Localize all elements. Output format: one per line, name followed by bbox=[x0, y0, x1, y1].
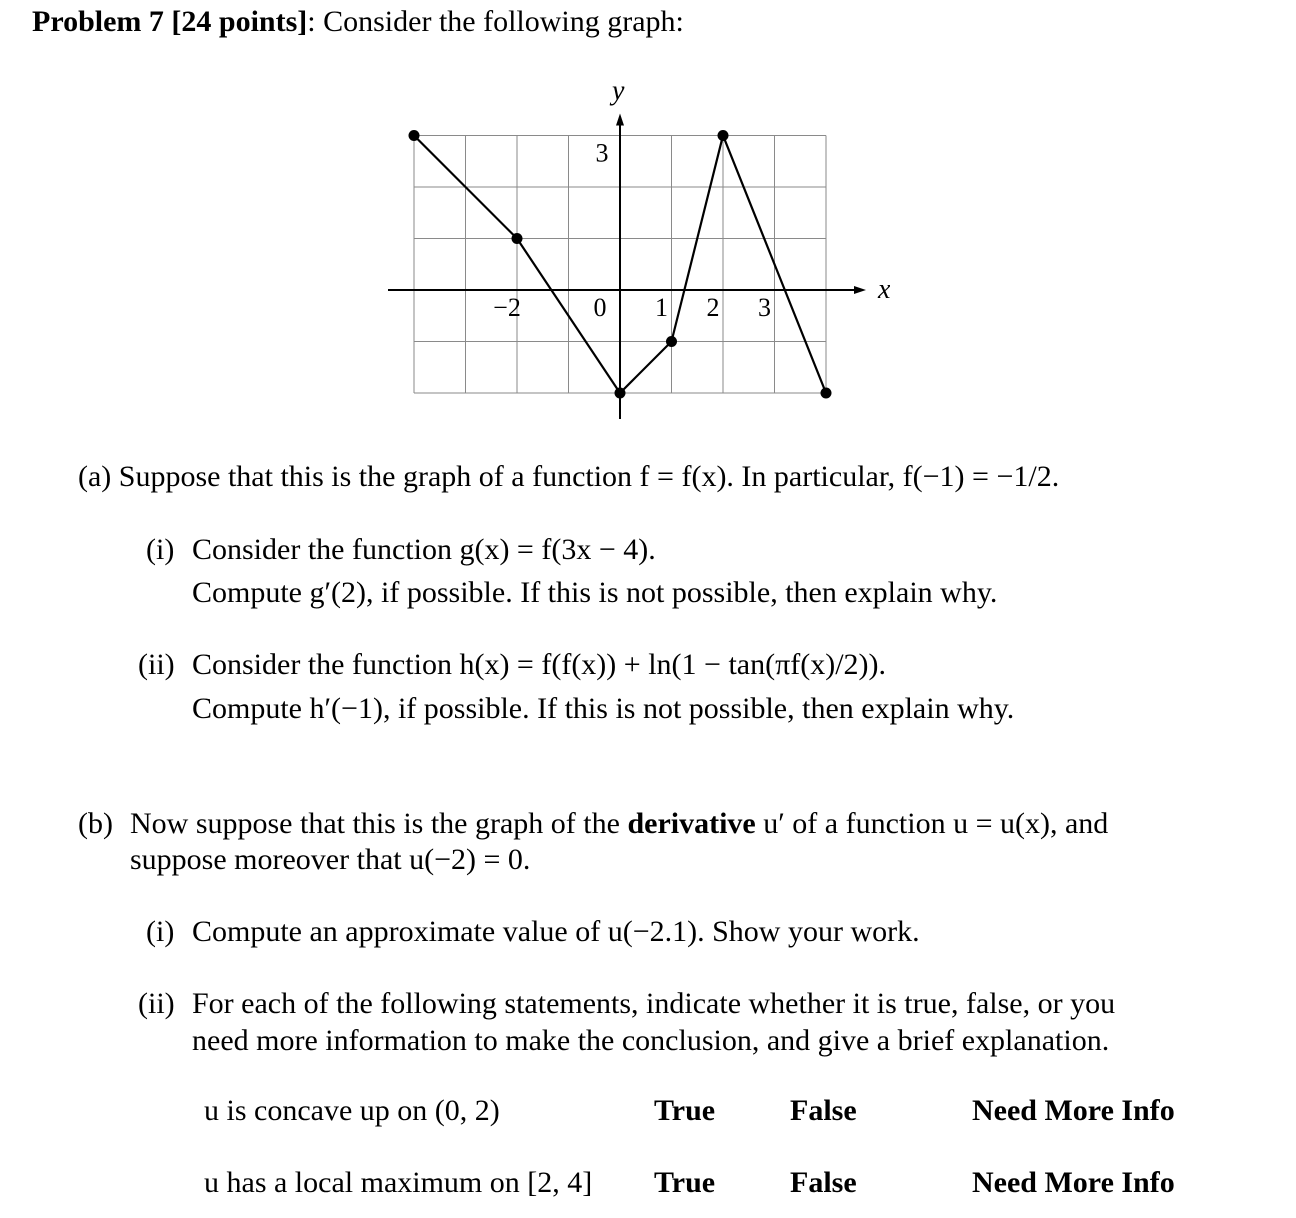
part-b-ii-line2: need more information to make the conclusion, and give a brief explanation. bbox=[192, 1024, 1110, 1057]
part-b-label: (b) bbox=[78, 807, 113, 840]
part-a-ii-line2: Compute h′(−1), if possible. If this is not possible, then explain why. bbox=[192, 692, 1015, 725]
problem-title bbox=[32, 5, 684, 38]
y-axis-label: y bbox=[612, 75, 625, 107]
y-axis-arrow bbox=[616, 114, 624, 126]
statement-concave: u is concave up on (0, 2) bbox=[204, 1094, 500, 1127]
part-b-ii-line1: For each of the following statements, indicate whether it is true, false, or you bbox=[192, 987, 1116, 1020]
statement-local-max: u has a local maximum on [2, 4] bbox=[204, 1166, 593, 1199]
choice-false-local-max[interactable]: False bbox=[790, 1166, 857, 1199]
choice-more-info-concave[interactable]: Need More Info bbox=[972, 1094, 1175, 1127]
y-tick-label: 3 bbox=[595, 138, 609, 168]
x-tick-label: −2 bbox=[493, 293, 521, 322]
choice-true-concave[interactable]: True bbox=[654, 1094, 716, 1127]
part-a-i-label: (i) bbox=[146, 533, 175, 566]
graph-tick-labels bbox=[493, 139, 771, 323]
part-a-text: Suppose that this is the graph of a function f = f(x). In particular, f(−1) = −1/2. bbox=[118, 460, 1060, 493]
graph-point bbox=[512, 233, 523, 244]
problem-label: Problem 7 [24 points] bbox=[32, 5, 308, 38]
part-a-ii-line1: Consider the function h(x) = f(f(x)) + ln(1 − tan(πf(x)/2)). bbox=[192, 648, 887, 681]
x-axis-arrow bbox=[854, 286, 866, 294]
part-a bbox=[78, 460, 1059, 493]
x-tick-label: 0 bbox=[593, 293, 607, 322]
problem-intro: : Consider the following graph: bbox=[307, 5, 684, 38]
graph-point bbox=[409, 130, 420, 141]
graph-point bbox=[821, 388, 832, 399]
part-b-line2: suppose moreover that u(−2) = 0. bbox=[130, 843, 531, 876]
x-tick-label: 1 bbox=[655, 293, 668, 322]
part-b-line1-pre: Now suppose that this is the graph of the bbox=[130, 807, 628, 840]
x-tick-label: 2 bbox=[706, 293, 720, 322]
graph-point bbox=[718, 130, 729, 141]
part-b-i-label: (i) bbox=[146, 915, 175, 948]
graph-point bbox=[615, 388, 626, 399]
part-a-i-line2: Compute g′(2), if possible. If this is not possible, then explain why. bbox=[192, 576, 998, 609]
graph-point bbox=[666, 336, 677, 347]
part-a-i-line1: Consider the function g(x) = f(3x − 4). bbox=[192, 533, 656, 566]
x-tick-label: 3 bbox=[758, 293, 771, 322]
function-graph bbox=[370, 70, 890, 430]
part-a-label: (a) bbox=[78, 460, 112, 493]
part-b-line1-post: u′ of a function u = u(x), and bbox=[755, 807, 1109, 840]
choice-more-info-local-max[interactable]: Need More Info bbox=[972, 1166, 1175, 1199]
part-b-line1 bbox=[130, 807, 1108, 840]
part-b-ii-label: (ii) bbox=[138, 987, 175, 1020]
part-a-ii-label: (ii) bbox=[138, 648, 175, 681]
choice-true-local-max[interactable]: True bbox=[654, 1166, 716, 1199]
x-axis-label: x bbox=[878, 274, 890, 305]
choice-false-concave[interactable]: False bbox=[790, 1094, 857, 1127]
part-b-derivative: derivative bbox=[627, 807, 756, 840]
part-b-i-text: Compute an approximate value of u(−2.1). Show your work. bbox=[192, 915, 920, 948]
